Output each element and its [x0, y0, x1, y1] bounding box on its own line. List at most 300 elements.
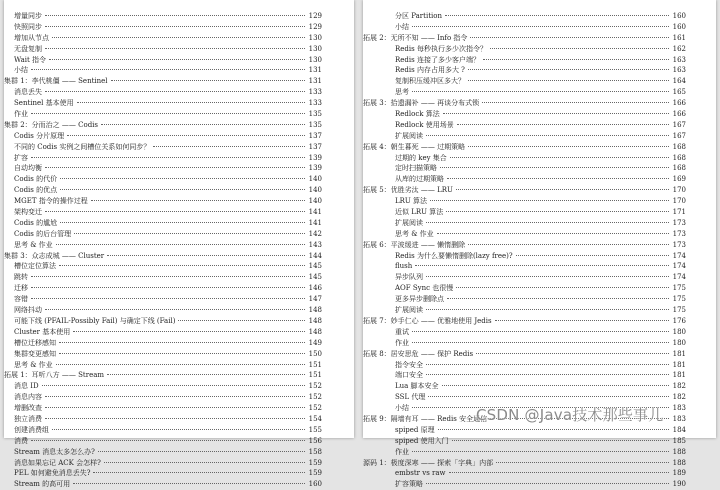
toc-entry-title: 作业 — [395, 338, 409, 347]
toc-entry-page-number: 162 — [672, 44, 686, 53]
toc-entry-title: embstr vs raw — [395, 469, 446, 478]
toc-dot-leader — [52, 429, 305, 430]
toc-section-entry[interactable] — [363, 327, 716, 338]
toc-dot-leader — [412, 26, 669, 27]
toc-entry-title: 无盘复制 — [14, 44, 42, 53]
toc-chapter-entry[interactable] — [363, 185, 716, 196]
toc-entry-page-number: 170 — [672, 186, 686, 195]
toc-entry-title: Sentinel 基本使用 — [14, 99, 74, 108]
toc-section-entry[interactable] — [363, 251, 716, 262]
toc-section-entry[interactable] — [363, 381, 716, 392]
toc-entry-title: 扩展阅读 — [395, 218, 423, 227]
toc-entry-title: 作业 — [14, 110, 28, 119]
toc-dot-leader — [443, 113, 669, 114]
toc-dot-leader — [468, 146, 669, 147]
toc-dot-leader — [437, 233, 669, 234]
toc-entry-title: 自动均衡 — [14, 164, 42, 173]
toc-entry-page-number: 129 — [308, 22, 322, 31]
toc-entry-page-number: 174 — [672, 262, 686, 271]
toc-chapter-entry[interactable] — [4, 251, 354, 262]
toc-dot-leader — [45, 48, 305, 49]
toc-entry-page-number: 175 — [672, 284, 686, 293]
toc-entry-title: Redis 连接了多少客户端？ — [395, 55, 480, 64]
toc-section-entry[interactable] — [363, 11, 716, 22]
toc-dot-leader — [31, 157, 305, 158]
toc-section-entry[interactable] — [363, 283, 716, 294]
toc-entry-page-number: 140 — [308, 186, 322, 195]
toc-dot-leader — [31, 113, 305, 114]
toc-section-entry[interactable] — [363, 392, 716, 403]
toc-section-entry[interactable] — [4, 55, 354, 66]
toc-entry-title: 创建消费组 — [14, 425, 49, 434]
toc-page-right — [363, 0, 716, 489]
toc-entry-title: 消息如果忘记 ACK 会怎样? — [14, 458, 101, 467]
toc-entry-page-number: 166 — [672, 110, 686, 119]
toc-section-entry[interactable] — [4, 436, 354, 447]
toc-section-entry[interactable] — [4, 87, 354, 98]
toc-entry-page-number: 143 — [308, 240, 322, 249]
toc-dot-leader — [426, 374, 669, 375]
toc-entry-title: 跳转 — [14, 273, 28, 282]
toc-entry-page-number: 151 — [308, 371, 322, 380]
toc-entry-page-number: 133 — [308, 88, 322, 97]
toc-section-entry[interactable] — [4, 163, 354, 174]
toc-dot-leader — [482, 102, 669, 103]
toc-section-entry[interactable] — [4, 294, 354, 305]
toc-dot-leader — [59, 353, 305, 354]
toc-dot-leader — [456, 189, 669, 190]
toc-section-entry[interactable] — [363, 218, 716, 229]
toc-entry-title: 扩容策略 — [395, 480, 423, 489]
toc-dot-leader — [447, 298, 669, 299]
toc-entry-page-number: 149 — [308, 338, 322, 347]
toc-chapter-entry[interactable] — [363, 98, 716, 109]
toc-entry-page-number: 190 — [672, 480, 686, 489]
toc-entry-title: 拓展 7：妙手仁心 —— 优雅地使用 Jedis — [363, 316, 492, 325]
toc-entry-page-number: 170 — [672, 197, 686, 206]
toc-dot-leader — [91, 200, 305, 201]
toc-section-entry[interactable] — [363, 360, 716, 371]
toc-entry-page-number: 165 — [672, 88, 686, 97]
toc-section-entry[interactable] — [4, 218, 354, 229]
toc-dot-leader — [490, 48, 669, 49]
toc-section-entry[interactable] — [363, 305, 716, 316]
toc-entry-title: 指令安全 — [395, 360, 423, 369]
toc-entry-title: Cluster 基本使用 — [14, 327, 71, 336]
toc-entry-page-number: 159 — [308, 458, 322, 467]
toc-chapter-entry[interactable] — [363, 142, 716, 153]
toc-section-entry[interactable] — [363, 109, 716, 120]
toc-dot-leader — [445, 15, 669, 16]
toc-entry-title: 集群变更感知 — [14, 349, 56, 358]
toc-entry-page-number: 167 — [672, 120, 686, 129]
toc-section-entry[interactable] — [363, 196, 716, 207]
toc-section-entry[interactable] — [4, 327, 354, 338]
toc-entry-title: SSL 代理 — [395, 393, 426, 402]
toc-section-entry[interactable] — [4, 142, 354, 153]
toc-section-entry[interactable] — [363, 294, 716, 305]
toc-entry-page-number: 152 — [308, 382, 322, 391]
toc-entry-title: 增删改查 — [14, 404, 42, 413]
toc-entry-page-number: 189 — [672, 469, 686, 478]
toc-entry-page-number: 151 — [308, 360, 322, 369]
toc-entry-title: 集群 3：众志成城 —— Cluster — [4, 251, 105, 260]
toc-entry-page-number: 181 — [672, 371, 686, 380]
toc-entry-page-number: 188 — [672, 458, 686, 467]
toc-section-entry[interactable] — [4, 479, 354, 490]
toc-dot-leader — [31, 440, 305, 441]
toc-entry-title: Codis 分片原理 — [14, 131, 65, 140]
toc-section-entry[interactable] — [363, 87, 716, 98]
toc-entry-page-number: 133 — [308, 99, 322, 108]
toc-entry-title: 槽位定位算法 — [14, 262, 56, 271]
toc-entry-page-number: 159 — [308, 469, 322, 478]
toc-entry-page-number: 173 — [672, 240, 686, 249]
toc-dot-leader — [67, 135, 305, 136]
toc-entry-title: PEL 如何避免消息丢失? — [14, 469, 91, 478]
toc-dot-leader — [73, 331, 305, 332]
toc-entry-title: 容错 — [14, 295, 28, 304]
toc-entry-page-number: 139 — [308, 164, 322, 173]
toc-entry-title: 不同的 Codis 实例之间槽位关系如何同步？ — [14, 142, 151, 151]
toc-entry-title: 小结 — [395, 22, 409, 31]
toc-dot-leader — [93, 472, 305, 473]
toc-section-entry[interactable] — [4, 153, 354, 164]
toc-section-entry[interactable] — [4, 207, 354, 218]
toc-entry-title: 消息 ID — [14, 382, 39, 391]
toc-entry-title: 拓展 2：无所不知 —— Info 指令 — [363, 33, 468, 42]
toc-dot-leader — [468, 244, 669, 245]
toc-entry-title: 消费 — [14, 436, 28, 445]
toc-dot-leader — [415, 265, 669, 266]
toc-chapter-entry[interactable] — [363, 458, 716, 469]
toc-entry-title: Redis 每秒执行多少次指令？ — [395, 44, 487, 53]
toc-section-entry[interactable] — [4, 403, 354, 414]
toc-dot-leader — [56, 244, 305, 245]
toc-entry-page-number: 140 — [308, 197, 322, 206]
toc-section-entry[interactable] — [363, 44, 716, 55]
toc-dot-leader — [107, 374, 305, 375]
toc-dot-leader — [496, 462, 669, 463]
toc-entry-title: 集群 1：李代桃僵 —— Sentinel — [4, 77, 108, 86]
toc-section-entry[interactable] — [363, 425, 716, 436]
toc-dot-leader — [426, 364, 669, 365]
toc-dot-leader — [49, 59, 305, 60]
toc-dot-leader — [447, 178, 669, 179]
toc-section-entry[interactable] — [4, 131, 354, 142]
toc-section-entry[interactable] — [4, 240, 354, 251]
toc-entry-page-number: 161 — [672, 33, 686, 42]
toc-entry-title: 思考 — [395, 88, 409, 97]
toc-dot-leader — [45, 418, 305, 419]
toc-entry-title: 异步队列 — [395, 273, 423, 282]
toc-dot-leader — [468, 80, 669, 81]
toc-dot-leader — [60, 178, 305, 179]
toc-section-entry[interactable] — [4, 392, 354, 403]
toc-chapter-entry[interactable] — [4, 370, 354, 381]
toc-entry-title: 可能下线 (PFAIL-Possibly Fail) 与确定下线 (Fail) — [14, 316, 176, 325]
toc-entry-title: LRU 算法 — [395, 197, 428, 206]
toc-section-entry[interactable] — [4, 109, 354, 120]
toc-section-entry[interactable] — [4, 196, 354, 207]
toc-entry-page-number: 163 — [672, 66, 686, 75]
toc-dot-leader — [45, 91, 305, 92]
toc-entry-title: Redlock 算法 — [395, 110, 440, 119]
toc-section-entry[interactable] — [363, 370, 716, 381]
toc-section-entry[interactable] — [363, 22, 716, 33]
toc-section-entry[interactable] — [363, 131, 716, 142]
toc-section-entry[interactable] — [363, 153, 716, 164]
toc-section-entry[interactable] — [4, 338, 354, 349]
toc-section-entry[interactable] — [4, 33, 354, 44]
toc-entry-page-number: 150 — [308, 349, 322, 358]
toc-dot-leader — [42, 385, 305, 386]
toc-chapter-entry[interactable] — [363, 33, 716, 44]
toc-dot-leader — [440, 167, 669, 168]
toc-section-entry[interactable] — [363, 272, 716, 283]
toc-entry-page-number: 174 — [672, 273, 686, 282]
toc-entry-title: Codis 的尴尬 — [14, 218, 58, 227]
toc-entry-title: 增加从节点 — [14, 33, 49, 42]
toc-section-entry[interactable] — [4, 360, 354, 371]
toc-section-entry[interactable] — [4, 22, 354, 33]
toc-entry-page-number: 158 — [308, 447, 322, 456]
toc-entry-page-number: 131 — [308, 66, 322, 75]
toc-entry-page-number: 183 — [672, 404, 686, 413]
toc-entry-page-number: 182 — [672, 393, 686, 402]
toc-chapter-entry[interactable] — [363, 316, 716, 327]
toc-entry-title: 小结 — [14, 66, 28, 75]
toc-entry-title: 快照同步 — [14, 22, 42, 31]
toc-section-entry[interactable] — [4, 458, 354, 469]
toc-dot-leader — [104, 462, 305, 463]
toc-dot-leader — [31, 69, 305, 70]
toc-dot-leader — [59, 342, 305, 343]
toc-section-entry[interactable] — [4, 305, 354, 316]
toc-section-entry[interactable] — [4, 381, 354, 392]
toc-chapter-entry[interactable] — [4, 120, 354, 131]
toc-entry-page-number: 174 — [672, 251, 686, 260]
toc-section-entry[interactable] — [4, 261, 354, 272]
toc-dot-leader — [426, 276, 669, 277]
toc-section-entry[interactable] — [363, 120, 716, 131]
toc-entry-title: 扩展阅读 — [395, 306, 423, 315]
toc-dot-leader — [73, 483, 305, 484]
toc-section-entry[interactable] — [363, 207, 716, 218]
toc-dot-leader — [468, 69, 669, 70]
toc-entry-title: MGET 指令的操作过程 — [14, 197, 88, 206]
toc-entry-title: 思考 & 作业 — [14, 360, 53, 369]
toc-dot-leader — [101, 124, 305, 125]
toc-entry-page-number: 156 — [308, 436, 322, 445]
toc-dot-leader — [438, 429, 669, 430]
toc-dot-leader — [426, 222, 669, 223]
toc-entry-title: Wait 指令 — [14, 55, 47, 64]
toc-section-entry[interactable] — [4, 98, 354, 109]
toc-dot-leader — [60, 222, 305, 223]
toc-section-entry[interactable] — [4, 65, 354, 76]
toc-entry-title: Redis 内存占用多大 ? — [395, 66, 465, 75]
toc-section-entry[interactable] — [4, 425, 354, 436]
toc-section-entry[interactable] — [363, 436, 716, 447]
toc-entry-title: 架构变迁 — [14, 208, 42, 217]
toc-entry-title: Stream 消息太多怎么办? — [14, 447, 95, 456]
toc-entry-title: 槽位迁移感知 — [14, 338, 56, 347]
toc-entry-title: 独立消费 — [14, 414, 42, 423]
toc-entry-title: 源码 1：极度深寒 —— 探索「字典」内部 — [363, 458, 494, 467]
toc-dot-leader — [52, 37, 305, 38]
toc-entry-title: 消息内容 — [14, 393, 42, 402]
toc-entry-title: 迁移 — [14, 284, 28, 293]
toc-entry-page-number: 181 — [672, 349, 686, 358]
toc-section-entry[interactable] — [363, 163, 716, 174]
toc-dot-leader — [476, 353, 669, 354]
toc-page-left — [4, 0, 354, 489]
toc-dot-leader — [412, 331, 669, 332]
toc-section-entry[interactable] — [363, 65, 716, 76]
toc-entry-page-number: 139 — [308, 153, 322, 162]
toc-section-entry[interactable] — [4, 11, 354, 22]
toc-entry-page-number: 166 — [672, 99, 686, 108]
toc-dot-leader — [31, 298, 305, 299]
toc-entry-page-number: 173 — [672, 229, 686, 238]
toc-entry-page-number: 147 — [308, 295, 322, 304]
toc-dot-leader — [449, 472, 669, 473]
toc-entry-page-number: 168 — [672, 142, 686, 151]
toc-entry-page-number: 137 — [308, 142, 322, 151]
toc-dot-leader — [457, 124, 669, 125]
toc-entry-title: 端口安全 — [395, 371, 423, 380]
toc-dot-leader — [412, 342, 669, 343]
toc-dot-leader — [442, 385, 669, 386]
toc-entry-page-number: 180 — [672, 338, 686, 347]
toc-entry-page-number: 130 — [308, 55, 322, 64]
toc-dot-leader — [45, 396, 305, 397]
toc-entry-page-number: 164 — [672, 77, 686, 86]
toc-entry-title: 复制积压缓冲区多大？ — [395, 77, 465, 86]
toc-entry-title: spiped 原理 — [395, 425, 435, 434]
toc-entry-page-number: 173 — [672, 218, 686, 227]
toc-entry-title: 拓展 6：平波缓进 —— 懒惰删除 — [363, 240, 466, 249]
toc-entry-title: 作业 — [395, 447, 409, 456]
toc-entry-title: 近似 LRU 算法 — [395, 208, 444, 217]
toc-entry-page-number: 141 — [308, 208, 322, 217]
toc-dot-leader — [45, 15, 305, 16]
toc-entry-page-number: 148 — [308, 316, 322, 325]
toc-entry-page-number: 141 — [308, 218, 322, 227]
toc-dot-leader — [74, 233, 305, 234]
toc-entry-page-number: 130 — [308, 44, 322, 53]
toc-entry-page-number: 175 — [672, 295, 686, 304]
toc-section-entry[interactable] — [363, 261, 716, 272]
toc-section-entry[interactable] — [4, 272, 354, 283]
toc-chapter-entry[interactable] — [4, 76, 354, 87]
toc-entry-page-number: 137 — [308, 131, 322, 140]
toc-section-entry[interactable] — [4, 447, 354, 458]
toc-section-entry[interactable] — [4, 349, 354, 360]
toc-chapter-entry[interactable] — [363, 349, 716, 360]
toc-entry-page-number: 146 — [308, 284, 322, 293]
toc-section-entry[interactable] — [4, 229, 354, 240]
toc-entry-title: 拓展 9：隔墙有耳 —— Redis 安全通信 — [363, 414, 488, 423]
toc-entry-title: flush — [395, 262, 413, 271]
toc-entry-title: Codis 的优点 — [14, 186, 58, 195]
toc-entry-page-number: 160 — [672, 22, 686, 31]
toc-dot-leader — [450, 157, 669, 158]
toc-entry-page-number: 130 — [308, 33, 322, 42]
toc-entry-page-number: 188 — [672, 447, 686, 456]
toc-dot-leader — [446, 211, 669, 212]
toc-section-entry[interactable] — [363, 338, 716, 349]
toc-section-entry[interactable] — [363, 229, 716, 240]
toc-section-entry[interactable] — [363, 479, 716, 490]
toc-dot-leader — [77, 102, 305, 103]
toc-section-entry[interactable] — [4, 316, 354, 327]
toc-entry-page-number: 160 — [672, 12, 686, 20]
toc-entry-page-number: 182 — [672, 382, 686, 391]
toc-entry-page-number: 169 — [672, 175, 686, 184]
toc-entry-title: Redis 为什么要懒惰删除(lazy free)? — [395, 251, 513, 260]
toc-entry-page-number: 148 — [308, 306, 322, 315]
toc-entry-title: 集群 2：分而治之 —— Codis — [4, 120, 99, 129]
toc-entry-page-number: 181 — [672, 360, 686, 369]
toc-entry-title: 扩展阅读 — [395, 131, 423, 140]
toc-chapter-entry[interactable] — [363, 240, 716, 251]
toc-section-entry[interactable] — [363, 468, 716, 479]
toc-entry-title: 增量同步 — [14, 12, 42, 20]
toc-entry-page-number: 183 — [672, 414, 686, 423]
toc-section-entry[interactable] — [4, 414, 354, 425]
toc-dot-leader — [107, 255, 305, 256]
toc-entry-title: 拓展 4：朝生暮死 —— 过期策略 — [363, 142, 466, 151]
toc-dot-leader — [426, 135, 669, 136]
toc-section-entry[interactable] — [4, 283, 354, 294]
toc-entry-title: 重试 — [395, 327, 409, 336]
toc-entry-title: 消息丢失 — [14, 88, 42, 97]
toc-entry-title: 拓展 1：耳听八方 —— Stream — [4, 371, 105, 380]
toc-section-entry[interactable] — [4, 44, 354, 55]
toc-entry-title: Redlock 使用场景 — [395, 120, 454, 129]
toc-section-entry[interactable] — [4, 185, 354, 196]
toc-dot-leader — [153, 146, 305, 147]
toc-section-entry[interactable] — [4, 468, 354, 479]
toc-entry-page-number: 168 — [672, 153, 686, 162]
toc-dot-leader — [516, 255, 669, 256]
toc-entry-title: Lua 脚本安全 — [395, 382, 439, 391]
toc-section-entry[interactable] — [363, 174, 716, 185]
toc-dot-leader — [45, 309, 305, 310]
toc-section-entry[interactable] — [363, 76, 716, 87]
toc-section-entry[interactable] — [363, 55, 716, 66]
toc-entry-page-number: 176 — [672, 316, 686, 325]
toc-dot-leader — [483, 59, 669, 60]
toc-entry-title: spiped 使用入门 — [395, 436, 449, 445]
toc-dot-leader — [45, 211, 305, 212]
toc-entry-page-number: 171 — [672, 208, 686, 217]
toc-entry-page-number: 154 — [308, 414, 322, 423]
toc-section-entry[interactable] — [4, 174, 354, 185]
toc-section-entry[interactable] — [363, 447, 716, 458]
toc-entry-page-number: 135 — [308, 120, 322, 129]
toc-entry-page-number: 152 — [308, 404, 322, 413]
toc-entry-page-number: 140 — [308, 175, 322, 184]
toc-dot-leader — [456, 287, 669, 288]
toc-entry-page-number: 148 — [308, 327, 322, 336]
toc-entry-page-number: 142 — [308, 229, 322, 238]
toc-entry-title: 思考 & 作业 — [14, 240, 53, 249]
toc-entry-title: 网络抖动 — [14, 306, 42, 315]
toc-entry-page-number: 144 — [308, 251, 322, 260]
